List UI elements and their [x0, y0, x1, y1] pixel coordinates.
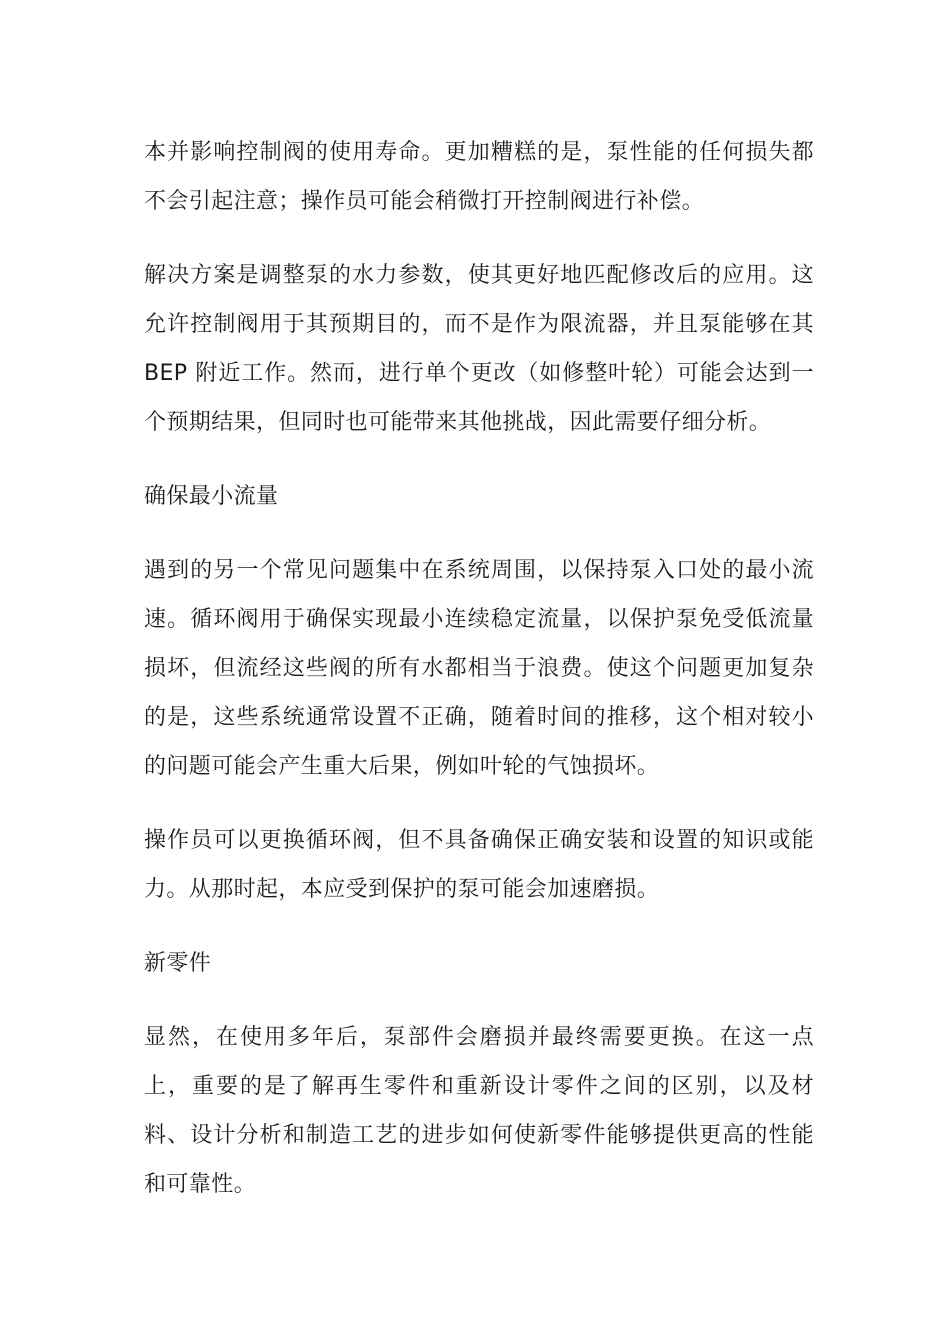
- section-heading-new-parts: 新零件: [144, 951, 212, 976]
- paragraph-control-valve: 本并影响控制阀的使用寿命。更加糟糕的是，泵性能的任何损失都不会引起注意；操作员可能会稍微打开控制阀进行补偿。: [144, 140, 814, 214]
- paragraph-min-flow: 遇到的另一个常见问题集中在系统周围，以保持泵入口处的最小流速。循环阀用于确保实现最小连续稳定流量，以保护泵免受低流量损坏，但流经这些阀的所有水都相当于浪费。使这个问题更加复杂的是，这些系统通常设置不正确，随着时间的推移，这个相对较小的问题可能会产生重大后果，例如叶轮的气蚀损坏。: [144, 558, 814, 779]
- paragraph-new-parts: 显然，在使用多年后，泵部件会磨损并最终需要更换。在这一点上，重要的是了解再生零件和重新设计零件之间的区别，以及材料、设计分析和制造工艺的进步如何使新零件能够提供更高的性能和可靠性。: [144, 1025, 814, 1197]
- section-heading-min-flow: 确保最小流量: [144, 484, 279, 509]
- paragraph-recirculation-valve: 操作员可以更换循环阀，但不具备确保正确安装和设置的知识或能力。从那时起，本应受到保护的泵可能会加速磨损。: [144, 828, 814, 902]
- paragraph-solution: 解决方案是调整泵的水力参数，使其更好地匹配修改后的应用。这允许控制阀用于其预期目的，而不是作为限流器，并且泵能够在其 BEP 附近工作。然而，进行单个更改（如修整叶轮）可能会达到一个预期结果，但同时也可能带来其他挑战，因此需要仔细分析。: [144, 263, 814, 435]
- document-page: [144, 128, 814, 1234]
